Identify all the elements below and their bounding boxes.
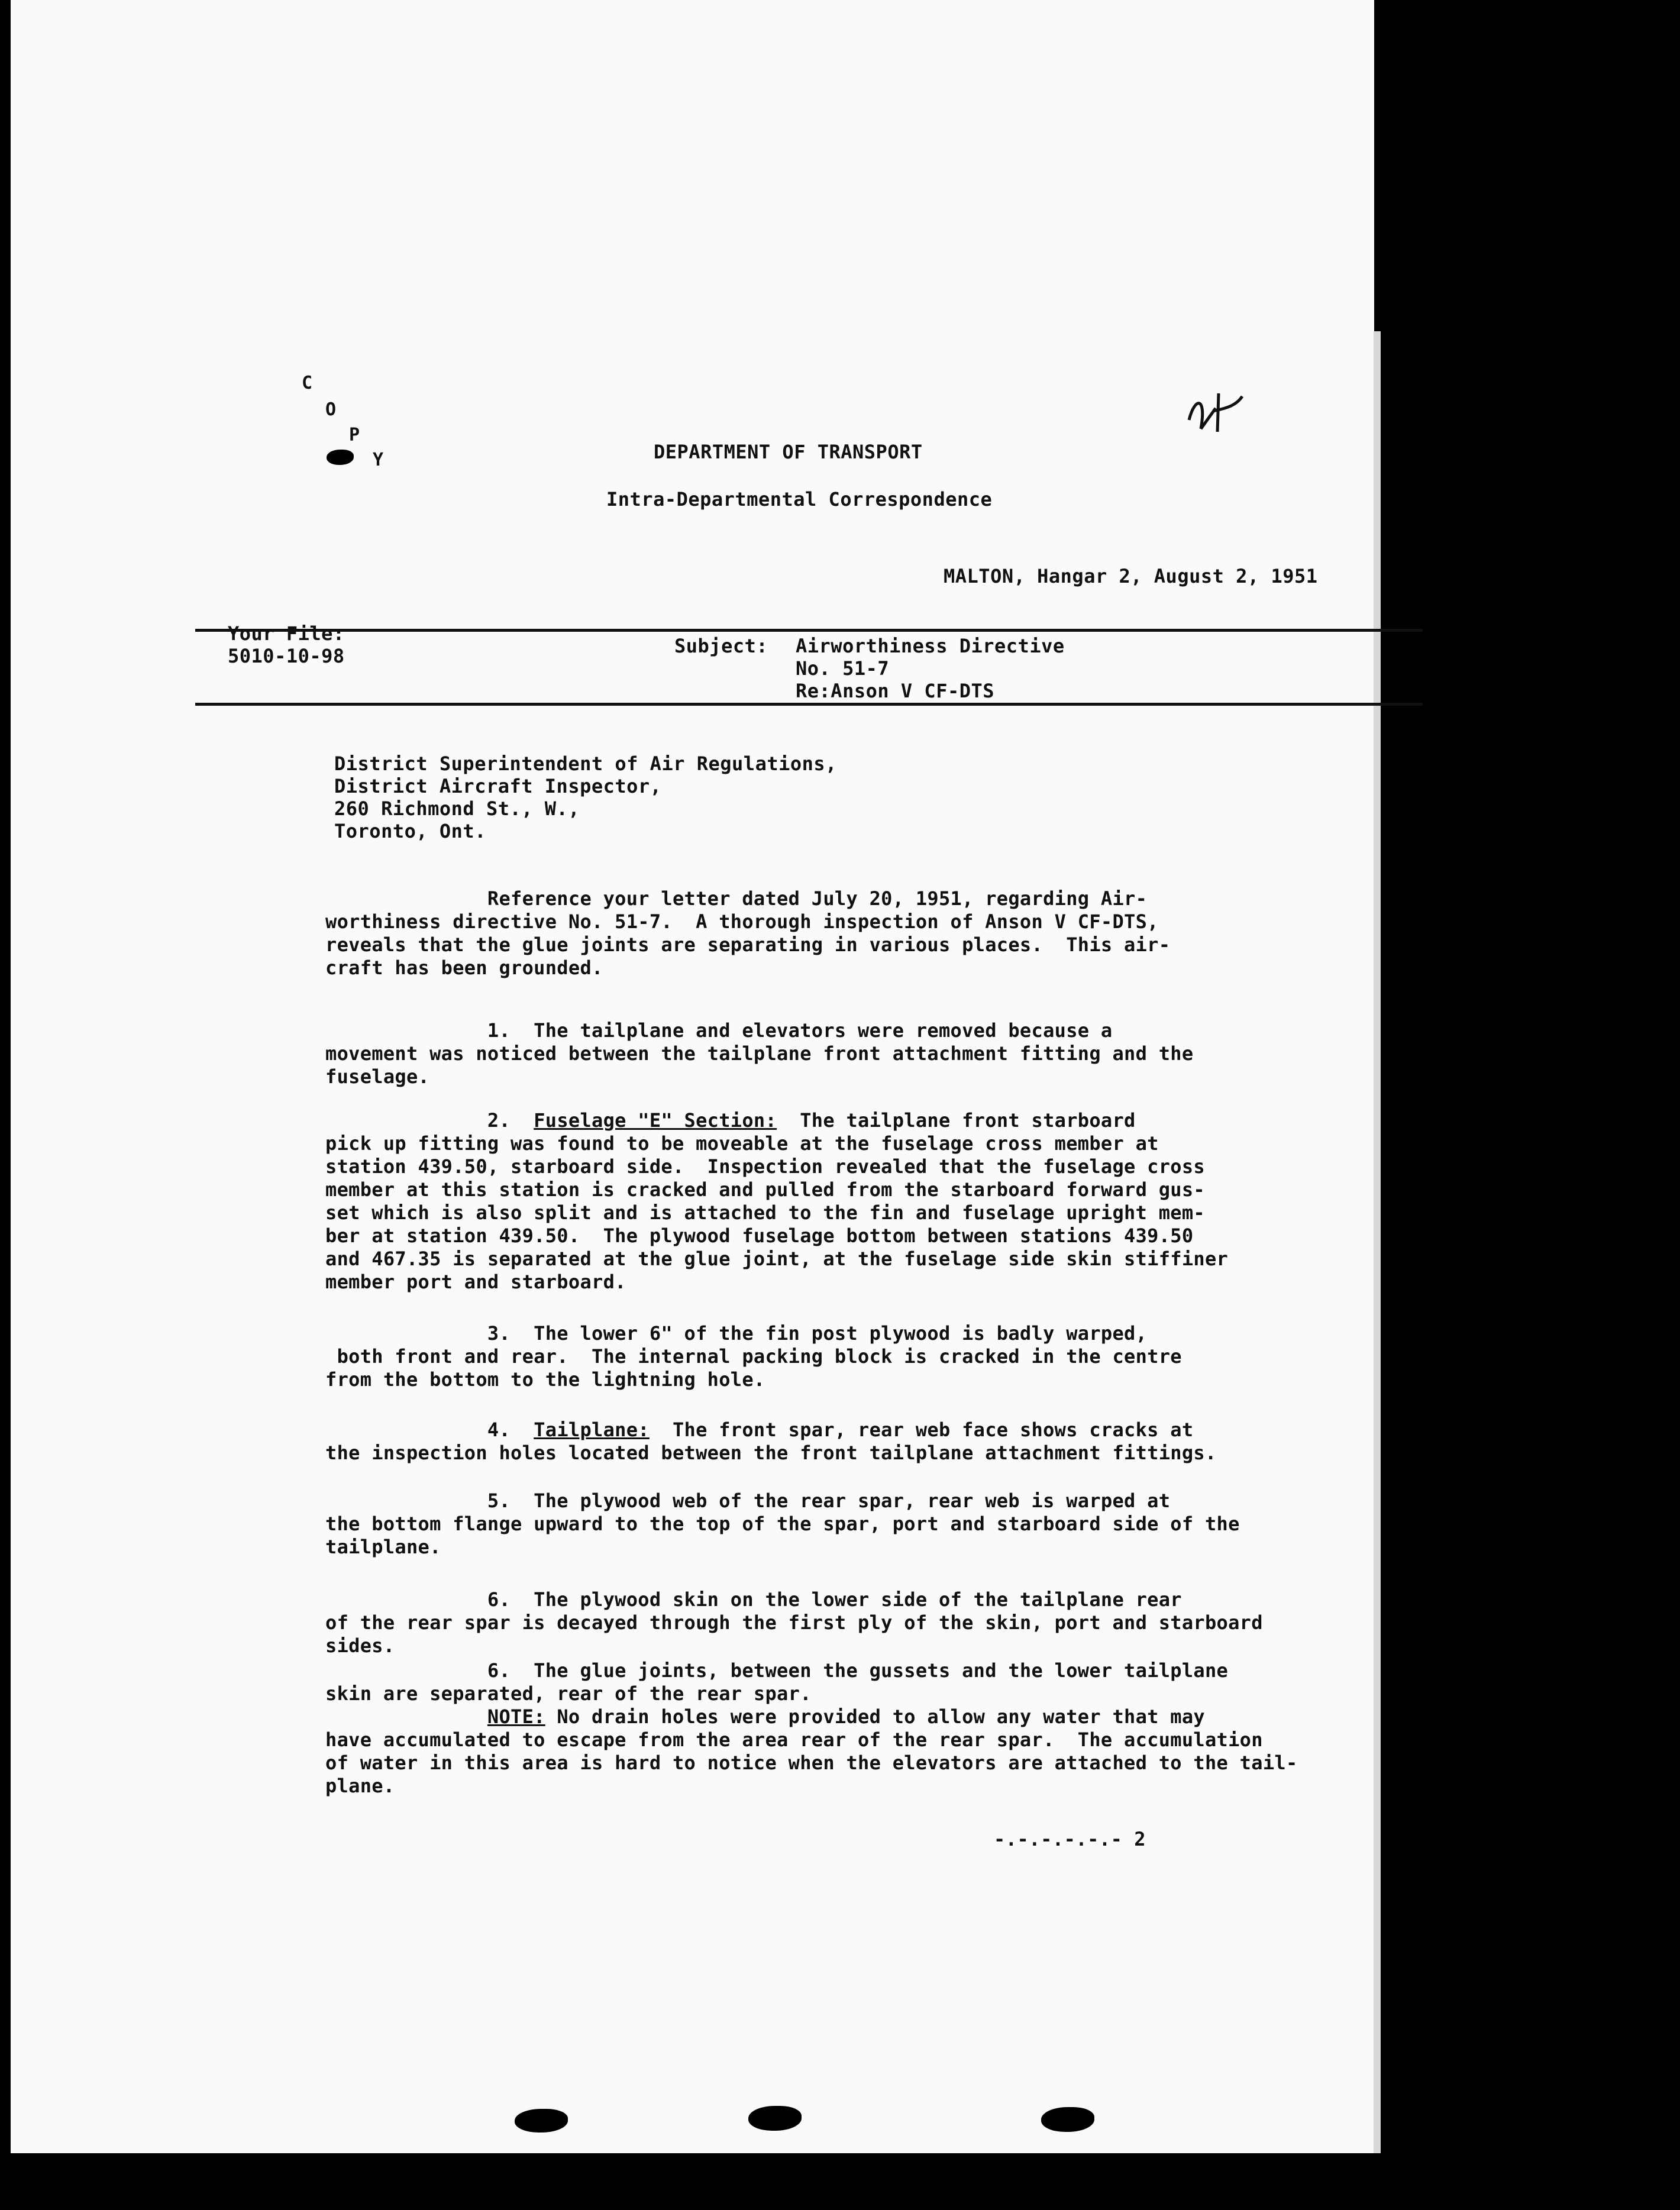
subject-label: Subject: bbox=[674, 635, 768, 657]
paragraph-2-number: 2. bbox=[325, 1109, 534, 1132]
copy-stamp-y: Y bbox=[373, 450, 384, 470]
handwritten-mark bbox=[1183, 385, 1248, 438]
note-text: No drain holes were provided to allow any water that may have accumulated to escape from the area rear of the rear spar. The accumulation of water in this area is hard to notice when the elevators are attached to the tail- plane. bbox=[325, 1705, 1298, 1797]
bottom-rule bbox=[195, 703, 1423, 706]
paragraph-2-heading: Fuselage "E" Section: bbox=[534, 1109, 777, 1132]
ink-blot bbox=[327, 450, 354, 465]
department-title: DEPARTMENT OF TRANSPORT bbox=[654, 441, 923, 463]
addressee-line-2: District Aircraft Inspector, bbox=[334, 775, 662, 797]
paragraph-3: 3. The lower 6" of the fin post plywood is badly warped, both front and rear. The internal packing block is cracked in the centre from the bottom to the lightning hole. bbox=[325, 1322, 1182, 1391]
subject-line-2: No. 51-7 bbox=[796, 657, 890, 680]
page-continuation: -.-.-.-.-.- 2 bbox=[994, 1828, 1146, 1850]
note-paragraph bbox=[325, 1705, 1298, 1798]
paragraph-1: 1. The tailplane and elevators were removed because a movement was noticed between the tailplane front attachment fitting and the fuselage. bbox=[325, 1019, 1194, 1088]
addressee-line-4: Toronto, Ont. bbox=[334, 820, 486, 842]
note-label: NOTE: bbox=[487, 1705, 545, 1728]
scan-mark bbox=[1455, 2105, 1497, 2128]
note-indent bbox=[325, 1705, 487, 1728]
paragraph-intro: Reference your letter dated July 20, 1951, regarding Air- worthiness directive No. 51-7. A thorough inspection of Anson V CF-DTS, reveals that the glue joints are separating in various places. This air- craft has been grounded. bbox=[325, 887, 1171, 979]
addressee-line-3: 260 Richmond St., W., bbox=[334, 797, 580, 820]
paragraph-6a: 6. The plywood skin on the lower side of the tailplane rear of the rear spar is decayed through the first ply of the skin, port and starboard sides. bbox=[325, 1588, 1263, 1657]
paragraph-4 bbox=[325, 1419, 1217, 1465]
top-rule bbox=[195, 629, 1423, 632]
paragraph-2 bbox=[325, 1109, 1228, 1294]
your-file-value: 5010-10-98 bbox=[228, 645, 345, 667]
sheet-edge bbox=[1374, 331, 1381, 2153]
paragraph-6b: 6. The glue joints, between the gussets and the lower tailplane skin are separated, rear of the rear spar. bbox=[325, 1659, 1229, 1705]
paragraph-4-heading: Tailplane: bbox=[534, 1419, 650, 1441]
copy-stamp-c: C bbox=[302, 373, 313, 393]
copy-stamp-p: P bbox=[349, 425, 360, 445]
paragraph-5: 5. The plywood web of the rear spar, rear web is warped at the bottom flange upward to the top of the spar, port and starboard side of the tailplane. bbox=[325, 1490, 1240, 1558]
place-date: MALTON, Hangar 2, August 2, 1951 bbox=[944, 565, 1318, 587]
correspondence-title: Intra-Departmental Correspondence bbox=[606, 488, 993, 511]
paragraph-4-number: 4. bbox=[325, 1419, 534, 1441]
paragraph-2-text: The tailplane front starboard pick up fitting was found to be moveable at the fuselage cross member at station 439.50, starboard side. Inspection revealed that the fuselage cross member at this station is cracked and pulled from the starboard forward gus- set which is also split and is attached to the fin and fuselage upright mem- ber at station 439.50. The plywood fuselage bottom between stations 439.50 and 467.35 is separated at the glue joint, at the fuselage side skin stiffiner member port and starboard. bbox=[325, 1109, 1229, 1293]
subject-line-3: Re:Anson V CF-DTS bbox=[796, 680, 995, 702]
subject-line-1: Airworthiness Directive bbox=[796, 635, 1065, 657]
paragraph-4-text: The front spar, rear web face shows cracks at the inspection holes located between the front tailplane attachment fittings. bbox=[325, 1419, 1217, 1464]
addressee-line-1: District Superintendent of Air Regulations, bbox=[334, 752, 837, 775]
scan-mark bbox=[748, 2106, 802, 2131]
your-file-label: Your File: bbox=[228, 622, 345, 645]
scan-mark bbox=[1041, 2107, 1094, 2132]
copy-stamp-o: O bbox=[325, 399, 337, 420]
scan-mark bbox=[515, 2109, 568, 2133]
